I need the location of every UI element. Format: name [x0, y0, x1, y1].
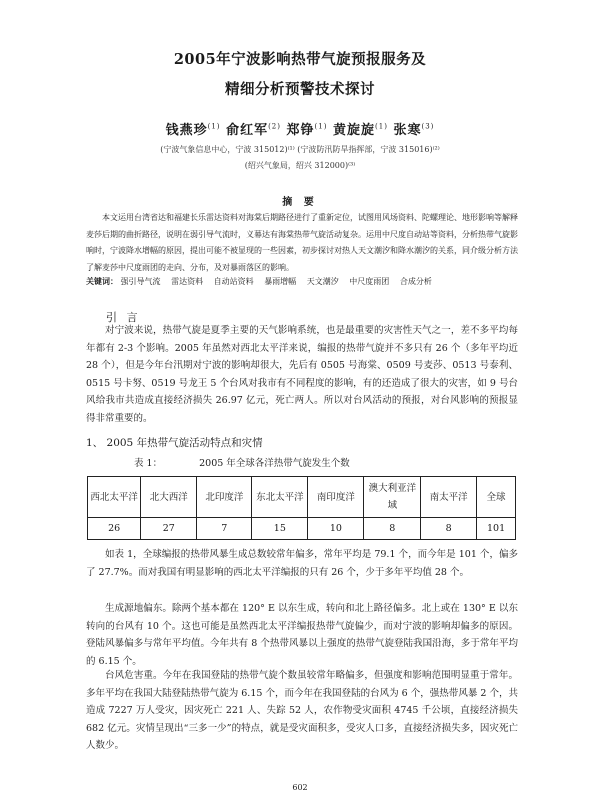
author-name: 黄旋旋: [333, 123, 376, 138]
keyword: 暴雨增幅: [264, 277, 297, 286]
tc-count-table: [87, 476, 516, 540]
author-affiliation-mark: (3): [421, 122, 435, 131]
table-cell: 26: [88, 518, 141, 540]
table-cell: 15: [252, 518, 308, 540]
keyword: 强引导气流: [120, 277, 161, 286]
author-name: 钱燕珍: [165, 123, 208, 138]
keyword: 中尺度雨团: [349, 277, 390, 286]
author-affiliation-mark: (2): [268, 122, 281, 131]
keywords-label: 关键词：: [86, 276, 118, 286]
keyword: 自动站资料: [213, 277, 254, 286]
keyword: 雷达资料: [171, 277, 204, 286]
body-paragraph: 如表 1，全球编报的热带风暴生成总数较常年偏多，常年平均是 79.1 个，而今年是 101 个，偏多了 27.7%。而对我国有明显影响的西北太平洋编报的只有 26 个，少于多年平均值 28 个。: [86, 549, 518, 578]
author-name: 张寒: [393, 123, 422, 138]
affiliation-line-1: (宁波气象信息中心，宁波 315012)⁽¹⁾ (宁波防汛防旱指挥部，宁波 315016)⁽²⁾: [160, 145, 440, 154]
intro-paragraph: 对宁波来说，热带气旋是夏季主要的天气影响系统，也是最重要的灾害性天气之一，差不多平均每年都有 2-3 个影响。2005 年虽然对西北太平洋来说，编报的热带气旋并不多只有 26 个（多年平均近 28 个），但是今年台汛期对宁波的影响却很大，先后有 0505 号海棠、0509 号麦莎、0513 号泰利、0515 号卡努、0519 号龙王 5 个台风对我市有不同程度的影响，有的还造成了很大的灾害，如 9 号台风给我市共造成直接经济损失 26.97 亿元，死亡两人。所以对台风活动的预报，对台风影响的预报显得非常重要的。: [86, 325, 518, 424]
author-affiliation-mark: (1): [314, 122, 328, 131]
table-1-caption: [134, 455, 350, 469]
table-1-label: 表 1：: [134, 458, 163, 469]
table-header-cell: 北大西洋: [141, 477, 197, 518]
table-row: [88, 518, 516, 540]
affiliation-line-2: (绍兴气象局，绍兴 312000)⁽³⁾: [244, 161, 356, 170]
paper-title-line-2: 精细分析预警技术探讨: [225, 81, 375, 98]
author-affiliation-mark: (1): [375, 122, 388, 131]
table-header-cell: 北印度洋: [197, 477, 252, 518]
table-cell: 101: [477, 518, 516, 540]
keywords-line: [86, 276, 518, 287]
table-header-cell: 全球: [477, 477, 516, 518]
author-name: 郑铮: [286, 123, 315, 138]
table-header-row: [88, 477, 516, 518]
intro-heading: 引 言: [106, 311, 141, 324]
section-1-heading: 1、 2005 年热带气旋活动特点和灾情: [86, 437, 263, 449]
abstract-text: 本文运用台湾省达和福建长乐雷达资料对海棠后期路径进行了重新定位，试图用风场资料、陀螺理论、地形影响等解释麦莎后期的曲折路径，说明在弱引导气流时，义幕达有海棠热带气旋活动复杂。运用中尺度自动站等资料，分析热带气旋影响时，宁波降水增幅的原因，提出可能不被显现的一些因素，初步探讨对热人天文潮汐和降水潮汐的关系，同介级分析方法了解麦莎中尺度雨团的走向、分布，及对暴雨落区的影响。: [86, 213, 518, 272]
table-cell: 7: [197, 518, 252, 540]
table-cell: 8: [421, 518, 477, 540]
keyword: 合成分析: [399, 277, 432, 286]
table-1-title: 2005 年全球各洋热带气旋发生个数: [199, 458, 350, 469]
table-cell: 27: [141, 518, 197, 540]
page-number: 602: [292, 783, 308, 792]
table-header-cell: 西北太平洋: [88, 477, 141, 518]
table-header-cell: 东北太平洋: [252, 477, 308, 518]
table-header-cell: 澳大利亚洋域: [364, 477, 421, 518]
body-paragraph: 台风危害重。今年在我国登陆的热带气旋个数虽较常年略偏多，但强度和影响范围明显重于常年。多年平均在我国大陆登陆热带气旋为 6.15 个，而今年在我国登陆的台风为 6 个，强热带风暴 2 个，共造成 7227 万人受灾，因灾死亡 221 人、失踪 52 人，农作物受灾面积 4745 千公顷，直接经济损失 682 亿元。灾情呈现出“三多一少”的特点，就是受灾面积多，受灾人口多，直接经济损失多，因灾死亡人数少。: [86, 670, 518, 752]
keyword: 天文潮汐: [306, 277, 339, 286]
abstract-heading: 摘 要: [282, 197, 318, 208]
author-affiliation-mark: (1): [207, 122, 221, 131]
paper-title-line-1: 2005年宁波影响热带气旋预报服务及: [173, 51, 427, 68]
table-header-cell: 南太平洋: [421, 477, 477, 518]
table-cell: 8: [364, 518, 421, 540]
body-paragraph: 生成源地偏东。除两个基本都在 120° E 以东生成，转向和北上路径偏多。北上或在 130° E 以东转向的台风有 10 个。这也可能是虽然西北太平洋编报热带气旋偏少，而对宁波的影响却偏多的原因。登陆风暴偏多与常年平均值。今年共有 8 个热带风暴以上强度的热带气旋登陆我国沿海，多于常年平均的 6.15 个。: [86, 603, 518, 667]
table-header-cell: 南印度洋: [308, 477, 364, 518]
author-name: 俞红军: [226, 123, 269, 138]
author-list: [0, 119, 600, 138]
table-cell: 10: [308, 518, 364, 540]
